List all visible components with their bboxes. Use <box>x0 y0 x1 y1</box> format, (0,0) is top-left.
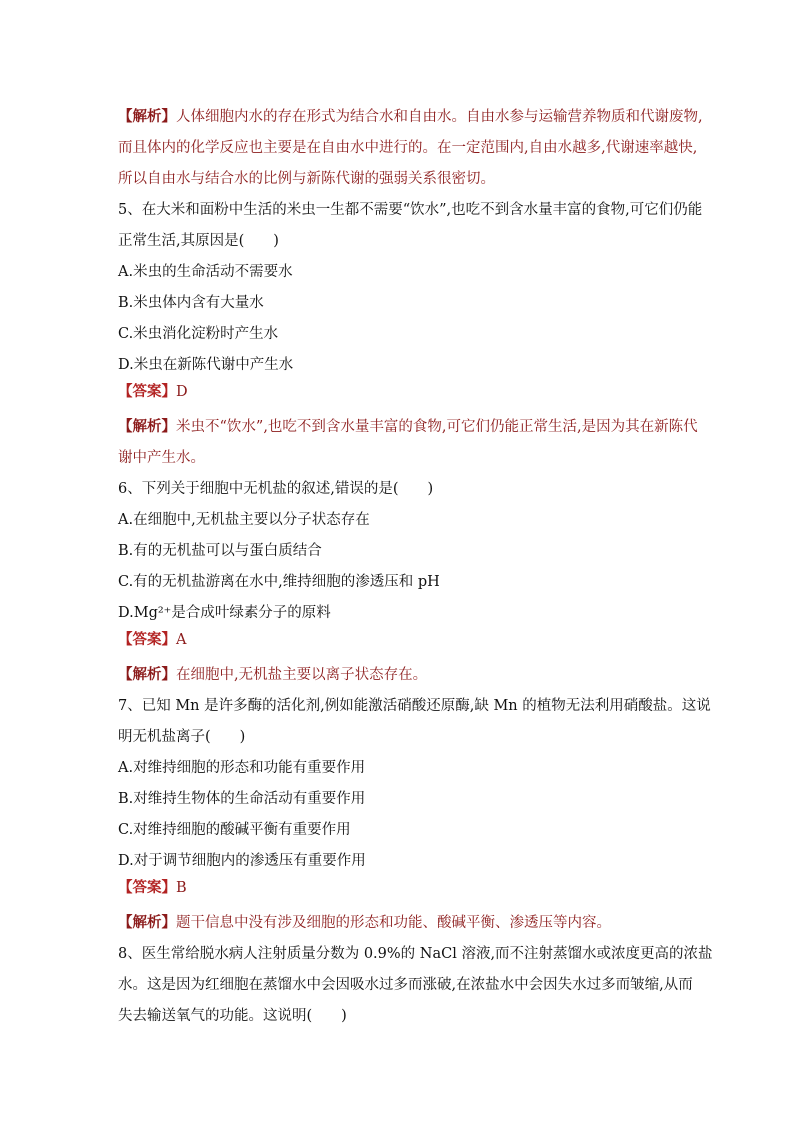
analysis-tag: 【解析】 <box>118 914 176 931</box>
answer-tag: 【答案】 <box>118 879 176 896</box>
option-a: A.米虫的生命活动不需要水 <box>118 264 293 280</box>
question-stem-line: 6、下列关于细胞中无机盐的叙述,错误的是( ) <box>118 481 434 497</box>
document-content <box>118 101 713 1032</box>
analysis-line: 谢中产生水。 <box>118 450 205 466</box>
analysis-line: 而且体内的化学反应也主要是在自由水中进行的。在一定范围内,自由水越多,代谢速率越快, <box>118 140 698 156</box>
answer-value: A <box>176 632 187 648</box>
question-stem-line: 明无机盐离子( ) <box>118 729 246 745</box>
analysis-line: 【解析】题干信息中没有涉及细胞的形态和功能、酸碱平衡、渗透压等内容。 <box>118 914 611 931</box>
answer <box>118 877 686 899</box>
analysis-line: 【解析】人体细胞内水的存在形式为结合水和自由水。自由水参与运输营养物质和代谢废物, <box>118 108 703 125</box>
option-b: B.有的无机盐可以与蛋白质结合 <box>118 543 322 559</box>
answer-value: B <box>176 880 187 896</box>
option-c: C.对维持细胞的酸碱平衡有重要作用 <box>118 822 351 838</box>
analysis-line: 【解析】米虫不“饮水”,也吃不到含水量丰富的食物,可它们仍能正常生活,是因为其在新陈代 <box>118 418 698 435</box>
question-8 <box>118 939 713 1032</box>
question-stem-line: 7、已知 Mn 是许多酶的活化剂,例如能激活硝酸还原酶,缺 Mn 的植物无法利用硝酸盐。这说 <box>118 698 711 714</box>
analysis-tag: 【解析】 <box>118 418 176 435</box>
answer-tag: 【答案】 <box>118 383 176 400</box>
option-d: D.Mg²⁺是合成叶绿素分子的原料 <box>118 605 331 621</box>
question-stem-line: 失去输送氧气的功能。这说明( ) <box>118 1008 347 1024</box>
option-a: A.对维持细胞的形态和功能有重要作用 <box>118 760 366 776</box>
option-d: D.米虫在新陈代谢中产生水 <box>118 357 294 373</box>
analysis-line: 所以自由水与结合水的比例与新陈代谢的强弱关系很密切。 <box>118 171 495 187</box>
question-stem-line: 8、医生常给脱水病人注射质量分数为 0.9%的 NaCl 溶液,而不注射蒸馏水或浓度更高的浓盐 <box>118 946 713 962</box>
option-d: D.对于调节细胞内的渗透压有重要作用 <box>118 853 366 869</box>
analysis-tag: 【解析】 <box>118 666 176 683</box>
option-b: B.对维持生物体的生命活动有重要作用 <box>118 791 366 807</box>
answer-tag: 【答案】 <box>118 631 176 648</box>
answer <box>118 629 686 651</box>
question-6 <box>118 474 686 691</box>
question-5 <box>118 195 703 474</box>
question-stem-line: 5、在大米和面粉中生活的米虫一生都不需要“饮水”,也吃不到含水量丰富的食物,可它们仍能 <box>118 202 703 218</box>
option-c: C.米虫消化淀粉时产生水 <box>118 326 279 342</box>
q4-analysis <box>118 101 703 195</box>
analysis-tag: 【解析】 <box>118 108 176 125</box>
analysis-line: 【解析】在细胞中,无机盐主要以离子状态存在。 <box>118 666 428 683</box>
question-7 <box>118 691 711 939</box>
answer-value: D <box>176 384 188 400</box>
option-a: A.在细胞中,无机盐主要以分子状态存在 <box>118 512 370 528</box>
answer <box>118 381 686 403</box>
option-c: C.有的无机盐游离在水中,维持细胞的渗透压和 pH <box>118 574 440 590</box>
question-stem-line: 正常生活,其原因是( ) <box>118 233 279 249</box>
question-stem-line: 水。这是因为红细胞在蒸馏水中会因吸水过多而涨破,在浓盐水中会因失水过多而皱缩,从而 <box>118 977 693 993</box>
option-b: B.米虫体内含有大量水 <box>118 295 264 311</box>
